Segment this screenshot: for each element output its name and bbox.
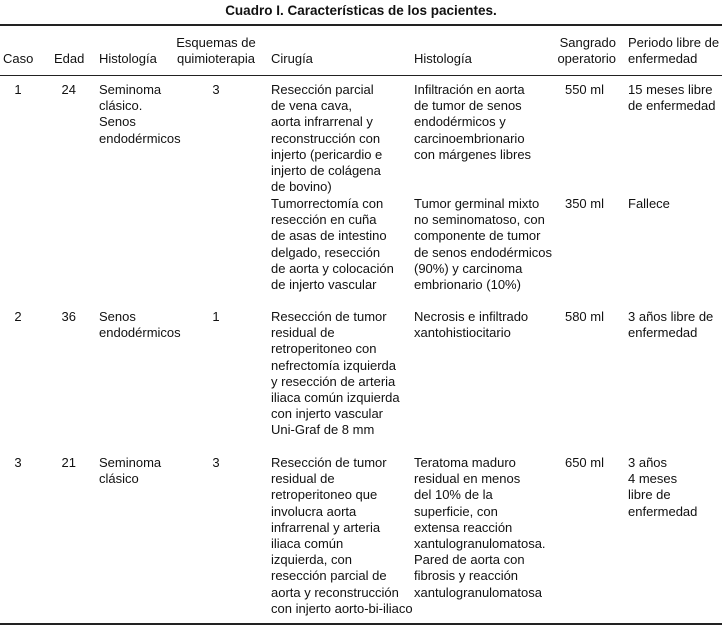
cell-esquemas: 1 [212,309,220,324]
header-caso: Caso [3,51,34,66]
cell-caso: 2 [14,309,22,324]
cell-cirugia: Resección parcial de vena cava, aorta infrarrenal y reconstrucción con injerto (pericardio e injerto de colágena de bovino) [271,82,383,195]
cell-sangrado: 650 ml [564,455,604,470]
cell-sangrado: 580 ml [564,309,604,324]
cell-sangrado: 350 ml [564,196,604,211]
cell-periodo: 15 meses libre de enfermedad [628,82,716,114]
table-title: Cuadro I. Características de los pacientes. [225,3,497,18]
cell-cirugia: Resección de tumor residual de retroperitoneo con nefrectomía izquierda y resección de arteria iliaca común izquierda con injerto vascular Uni-Graf de 8 mm [271,309,400,438]
header-sangrado: Sangrado operatorio [557,35,616,67]
cell-sangrado: 550 ml [564,82,604,97]
cell-histologia-2: Tumor germinal mixto no seminomatoso, con componente de tumor de senos endodérmicos (90%) y carcinoma embrionario (10%) [414,196,553,293]
cell-histologia: Seminoma clásico [99,455,162,487]
header-periodo: Periodo libre de enfermedad [628,35,720,67]
top-rule [0,24,722,26]
cell-histologia-2: Infiltración en aorta de tumor de senos endodérmicos y carcinoembrionario con márgenes libres [414,82,532,162]
header-cirugia: Cirugía [271,51,313,66]
header-rule [0,75,722,76]
cell-histologia: Seminoma clásico. Senos endodérmicos [99,82,181,146]
cell-histologia-2: Teratoma maduro residual en menos del 10% de la superficie, con extensa reacción xantulogranulomatosa. Pared de aorta con fibrosis y reacción xantulogranulomatosa [414,455,546,600]
cell-edad: 21 [61,455,76,470]
cell-cirugia: Tumorrectomía con resección en cuña de asas de intestino delgado, resección de aorta y colocación de injerto vascular [271,196,394,293]
cell-histologia: Senos endodérmicos [99,309,181,341]
cell-edad: 36 [61,309,76,324]
header-histologia-2: Histología [414,51,472,66]
cell-periodo: 3 años 4 meses libre de enfermedad [628,455,698,519]
cell-caso: 1 [14,82,22,97]
header-edad: Edad [54,51,85,66]
cell-esquemas: 3 [212,82,220,97]
cell-cirugia: Resección de tumor residual de retroperitoneo que involucra aorta infrarrenal y arteria iliaca común izquierda, con resección parcial de aorta y reconstrucción con injerto aorto-bi-iliaco [271,455,413,616]
cell-caso: 3 [14,455,22,470]
cell-histologia-2: Necrosis e infiltrado xantohistiocitario [414,309,529,341]
cell-edad: 24 [61,82,76,97]
header-esquemas: Esquemas de quimioterapia [176,35,256,67]
cell-periodo: 3 años libre de enfermedad [628,309,714,341]
header-histologia: Histología [99,51,157,66]
bottom-rule [0,623,722,625]
cell-esquemas: 3 [212,455,220,470]
cell-periodo: Fallece [628,196,670,211]
